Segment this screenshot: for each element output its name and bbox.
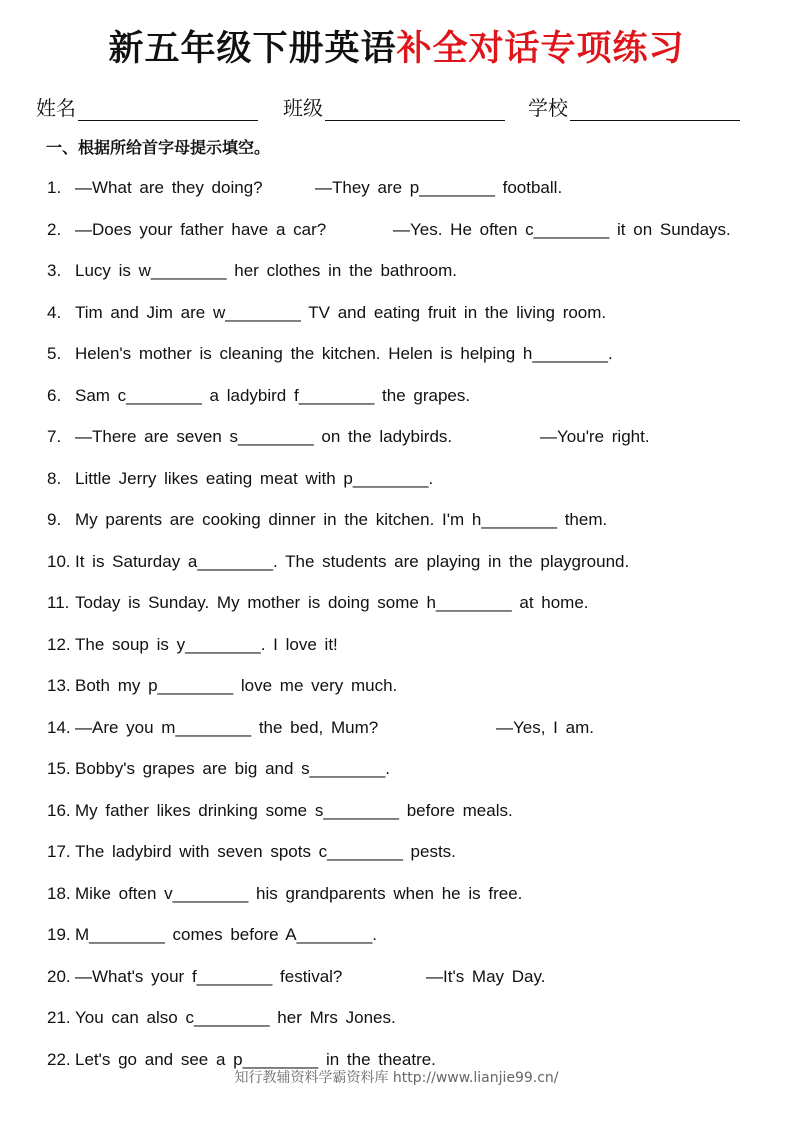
question-number: 5.: [47, 344, 62, 363]
question-item: [47, 1002, 757, 1044]
question-item: [47, 297, 757, 339]
question-text: —Are you m________ the bed, Mum?: [75, 717, 379, 737]
question-text: Let's go and see a p________ in the theatre.: [75, 1049, 436, 1069]
question-text: —What are they doing?: [75, 178, 263, 197]
question-text: My parents are cooking dinner in the kitchen. I'm h________ them.: [75, 510, 608, 529]
question-reply: —Yes, I am.: [496, 717, 594, 737]
question-number: 2.: [47, 219, 62, 239]
question-number: 17.: [47, 842, 71, 861]
page-title-main: 新五年级下册英语: [108, 28, 397, 69]
school-blank: [570, 98, 740, 121]
question-text: Both my p________ love me very much.: [75, 676, 398, 695]
question-item: [47, 546, 757, 588]
question-item: [47, 670, 757, 712]
question-number: 6.: [47, 385, 62, 405]
question-item: [47, 172, 757, 214]
question-item: [47, 380, 757, 422]
question-text: M________ comes before A________.: [75, 925, 378, 944]
question-text: Helen's mother is cleaning the kitchen. Helen is helping h________.: [75, 344, 613, 363]
question-number: 8.: [47, 468, 62, 488]
question-text: Bobby's grapes are big and s________.: [75, 759, 391, 778]
question-text: Little Jerry likes eating meat with p________.: [75, 468, 434, 488]
question-item: [47, 961, 757, 1003]
question-text: —What's your f________ festival?: [75, 966, 343, 986]
question-item: [47, 587, 757, 629]
footer-watermark: 知行教辅资料学霸资料库 http://www.lianjie99.cn/: [234, 1070, 559, 1086]
question-text: Mike often v________ his grandparents when he is free.: [75, 883, 523, 903]
question-item: [47, 712, 757, 754]
question-item: [47, 753, 757, 795]
name-label: 姓名: [36, 96, 76, 120]
question-item: [47, 836, 757, 878]
question-text: You can also c________ her Mrs Jones.: [75, 1008, 396, 1027]
question-item: [47, 878, 757, 920]
question-text: My father likes drinking some s________ before meals.: [75, 800, 513, 820]
question-number: 10.: [47, 551, 71, 571]
question-number: 1.: [47, 178, 62, 197]
class-field: [283, 95, 505, 121]
question-text: It is Saturday a________. The students are playing in the playground.: [75, 551, 630, 571]
question-text: Lucy is w________ her clothes in the bathroom.: [75, 261, 458, 280]
page-title: [0, 24, 793, 74]
question-text: Today is Sunday. My mother is doing some h________ at home.: [75, 593, 589, 612]
question-item: [47, 463, 757, 505]
question-number: 20.: [47, 966, 71, 986]
question-item: [47, 919, 757, 961]
class-blank: [325, 98, 505, 121]
question-number: 16.: [47, 800, 71, 820]
question-number: 22.: [47, 1049, 71, 1069]
question-number: 13.: [47, 676, 71, 695]
school-label: 学校: [528, 96, 568, 120]
question-item: [47, 214, 757, 256]
class-label: 班级: [283, 96, 323, 120]
question-item: [47, 795, 757, 837]
question-text: —There are seven s________ on the ladybirds.: [75, 427, 453, 446]
question-number: 21.: [47, 1008, 71, 1027]
question-number: 19.: [47, 925, 71, 944]
question-number: 9.: [47, 510, 62, 529]
question-item: [47, 504, 757, 546]
question-item: [47, 629, 757, 671]
question-number: 11.: [47, 593, 70, 612]
question-reply: —It's May Day.: [426, 966, 546, 986]
question-number: 12.: [47, 634, 71, 654]
question-list: [47, 172, 757, 1085]
question-item: [47, 421, 757, 463]
question-item: [47, 255, 757, 297]
name-blank: [78, 98, 258, 121]
question-reply: —You're right.: [540, 427, 650, 446]
question-number: 4.: [47, 302, 62, 322]
question-number: 15.: [47, 759, 71, 778]
name-field: [36, 95, 258, 121]
question-item: [47, 338, 757, 380]
question-text: —Does your father have a car?: [75, 219, 327, 239]
question-text: Sam c________ a ladybird f________ the grapes.: [75, 385, 471, 405]
question-reply: —They are p________ football.: [315, 178, 563, 197]
question-number: 3.: [47, 261, 62, 280]
question-number: 14.: [47, 717, 71, 737]
question-number: 7.: [47, 427, 62, 446]
page-title-highlight: 补全对话专项练习: [396, 28, 685, 69]
question-text: The ladybird with seven spots c________ pests.: [75, 842, 456, 861]
question-number: 18.: [47, 883, 71, 903]
question-text: The soup is y________. I love it!: [75, 634, 338, 654]
question-reply: —Yes. He often c________ it on Sundays.: [393, 219, 731, 239]
student-info-row: [36, 95, 746, 123]
school-field: [528, 95, 740, 121]
section-heading: 一、根据所给首字母提示填空。: [46, 138, 271, 157]
question-text: Tim and Jim are w________ TV and eating fruit in the living room.: [75, 302, 607, 322]
